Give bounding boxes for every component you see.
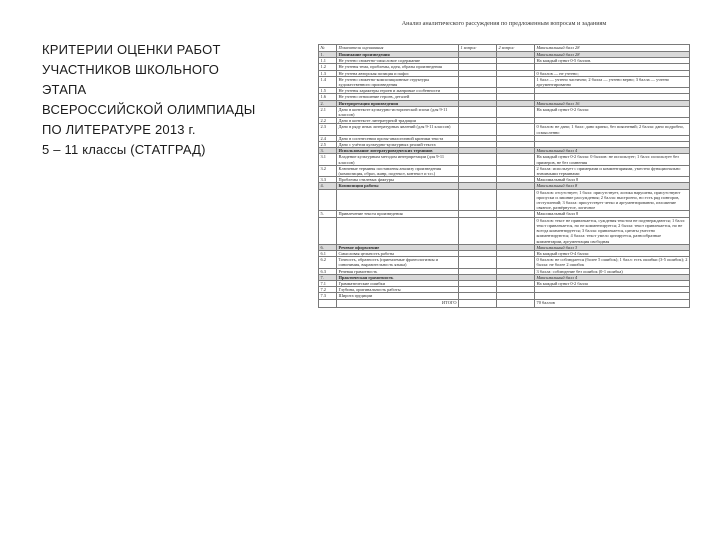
row-scoring: 0 баллов: не дано; 1 балл: дано кратко, без пояснений; 2 балла: дано подробно, осмысленно bbox=[535, 124, 690, 135]
row-scoring: На каждый пункт 0-4 балла: bbox=[535, 250, 690, 256]
row-scoring: Максимальный балл 3 bbox=[535, 244, 690, 250]
row-question-1 bbox=[459, 154, 497, 165]
row-scoring: Максимальный балл 4 bbox=[535, 148, 690, 154]
row-number: 7.2 bbox=[319, 287, 337, 293]
row-number: 1.5 bbox=[319, 88, 337, 94]
row-criterion: Речевое оформление bbox=[337, 244, 459, 250]
row-criterion: Грамматические ошибки bbox=[337, 280, 459, 286]
row-criterion: Композиция работы bbox=[337, 183, 459, 189]
slide-title-line: УЧАСТНИКОВ ШКОЛЬНОГО bbox=[42, 62, 220, 77]
row-number: 3. bbox=[319, 148, 337, 154]
row-number: 6.1 bbox=[319, 250, 337, 256]
row-scoring: 0 баллов: не соблюдается (более 5 ошибок); 1 балл: есть ошибки (3-5 ошибок); 2 балла: не более 2 ошибок bbox=[536, 257, 688, 268]
row-number: 6.2 bbox=[319, 257, 337, 268]
row-criterion bbox=[337, 189, 459, 211]
table-row bbox=[319, 217, 690, 244]
row-number: 2.3 bbox=[319, 124, 337, 135]
row-scoring: На каждый пункт 0-2 балла: bbox=[535, 106, 690, 117]
row-criterion: Ключевые термины поставлены анализу произведения (композиция, образ, жанр, подтекст, контекст и т.п.) bbox=[337, 165, 459, 176]
row-question-1 bbox=[459, 76, 497, 87]
row-criterion: Дано в ряду иных литературных явлений (для 9-11 классов) bbox=[337, 124, 459, 135]
row-question-1 bbox=[459, 106, 497, 117]
row-number: 1.3 bbox=[319, 70, 337, 76]
header-question-2: 2 вопрос bbox=[497, 45, 535, 52]
row-question-2 bbox=[497, 217, 535, 244]
row-number: 1.4 bbox=[319, 76, 337, 87]
document-caption: Анализ аналитического рассуждения по предложенным вопросам и заданиям bbox=[401, 20, 607, 27]
header-max-score: Максимальный балл 28 bbox=[535, 45, 690, 52]
slide-title-line: ЭТАПА bbox=[42, 82, 87, 97]
row-scoring: 0 баллов: текст не привлекается, суждения текстом не подтверждаются; 1 балл: текст привлекается, но не комментируется; 2 балла: текст привлекается, но не всегда комментируется; 3 балла: привлекается, цитаты уместно комментируются; 4 балла: текст умело цитируется, разнообразные комментарии, аргументация свободная bbox=[535, 217, 690, 244]
row-scoring: 1 балл — учтено частично; 2 балла — учтено верно; 3 балла — учтено аргументированно bbox=[535, 76, 690, 87]
row-question-1 bbox=[459, 189, 497, 211]
row-criterion: Проблемы стилевых фактуры bbox=[337, 177, 459, 183]
row-question-2 bbox=[497, 165, 535, 176]
table-row bbox=[319, 106, 690, 117]
row-criterion: Дано в контексте литературной традиции bbox=[337, 118, 459, 124]
row-question-1 bbox=[459, 217, 497, 244]
row-number: 7. bbox=[319, 274, 337, 280]
row-scoring: Максимальный балл 28 bbox=[535, 52, 690, 58]
row-scoring: На каждый пункт 0-2 балла bbox=[535, 280, 690, 286]
row-question-1 bbox=[459, 124, 497, 135]
row-criterion bbox=[337, 217, 459, 244]
row-scoring: 3 балла: соблюдение без ошибок (0-1 ошибка) bbox=[535, 268, 690, 274]
slide-title-line: 5 – 11 классы (СТАТГРАД) bbox=[42, 142, 206, 157]
row-criterion: Точность, образность (приемлемые фразеологизмы и синонимия, выразительность языка) bbox=[337, 257, 459, 268]
row-criterion: Практическая грамотность bbox=[337, 274, 459, 280]
row-number: 7.1 bbox=[319, 280, 337, 286]
row-number: 3.2 bbox=[319, 165, 337, 176]
row-criterion: Глубина, оригинальность работы bbox=[337, 287, 459, 293]
row-criterion: Не учтено сюжетно-композиционные структуры художественного произведения bbox=[337, 76, 459, 87]
header-criterion: Показатели оценивания bbox=[337, 45, 459, 52]
row-question-1 bbox=[459, 165, 497, 176]
row-number: 2.1 bbox=[319, 106, 337, 117]
row-scoring: 2 балла: использует с примерами и комментариями, уместно функционально значимыми терминами bbox=[535, 165, 690, 176]
row-scoring: Максимальный балл 4 bbox=[535, 274, 690, 280]
row-criterion: Не учтены характеры героев и жанровые особенности bbox=[337, 88, 459, 94]
slide-title-line: КРИТЕРИИ ОЦЕНКИ РАБОТ bbox=[42, 42, 221, 57]
row-criterion: Привлечение текста произведения bbox=[337, 211, 459, 217]
row-question-2 bbox=[497, 106, 535, 117]
row-question-2 bbox=[497, 124, 535, 135]
row-criterion: Владение культурным методом интерпретации (для 9-11 классов) bbox=[337, 154, 459, 165]
criteria-table bbox=[318, 44, 690, 308]
row-criterion: Дано с учётом культурно-культурных реалий текста bbox=[337, 142, 459, 148]
slide-title-line: ПО ЛИТЕРАТУРЕ 2013 г. bbox=[42, 122, 196, 137]
row-number bbox=[319, 217, 337, 244]
row-number: 3.3 bbox=[319, 177, 337, 183]
header-number: № bbox=[319, 45, 337, 52]
row-number: 3.1 bbox=[319, 154, 337, 165]
table-header-row bbox=[319, 45, 690, 52]
row-criterion: Смысловая цельность работы bbox=[337, 250, 459, 256]
row-number: 2.5 bbox=[319, 142, 337, 148]
row-number: 6. bbox=[319, 244, 337, 250]
row-number: 6.3 bbox=[319, 268, 337, 274]
slide-title bbox=[42, 40, 272, 160]
row-criterion: Не учтена авторская позиция и пафос bbox=[337, 70, 459, 76]
row-number: 1.1 bbox=[319, 58, 337, 64]
row-criterion: Использование литературоведческих терминов bbox=[337, 148, 459, 154]
row-number: 1.6 bbox=[319, 94, 337, 100]
row-number: 2.2 bbox=[319, 118, 337, 124]
row-criterion: Дано в контексте культурно-исторической эпохи (для 9-11 классов) bbox=[337, 106, 459, 117]
row-criterion: Не учтено сюжетно-смысловое содержание bbox=[337, 58, 459, 64]
row-question-2 bbox=[497, 257, 535, 268]
row-criterion: Речевая грамотность bbox=[337, 268, 459, 274]
row-number: 2.4 bbox=[319, 135, 337, 141]
table-row bbox=[319, 76, 690, 87]
table-row bbox=[319, 124, 690, 135]
row-question-2 bbox=[497, 76, 535, 87]
row-criterion: Не учтено отношение героев, деталей bbox=[337, 94, 459, 100]
total-value: 70 баллов bbox=[535, 299, 690, 307]
row-scoring: На каждый пункт 0-2 балла: 0 баллов: не использует; 1 балл: использует без примеров, не без сомнения bbox=[535, 154, 690, 165]
row-criterion: Понимание произведения bbox=[337, 52, 459, 58]
total-row bbox=[319, 299, 690, 307]
row-number: 4. bbox=[319, 183, 337, 189]
row-criterion: Дано в соотнесении прозы-аналогичной критики текста bbox=[337, 135, 459, 141]
row-scoring: Максимальный балл 8 bbox=[535, 177, 690, 183]
row-scoring: Максимальный балл 8 bbox=[535, 211, 690, 217]
row-scoring: Максимальный балл 8 bbox=[535, 183, 690, 189]
row-scoring: Максимальный балл 16 bbox=[535, 100, 690, 106]
row-criterion: Интерпретация произведения bbox=[337, 100, 459, 106]
header-question-1: 1 вопрос bbox=[459, 45, 497, 52]
row-question-2 bbox=[497, 154, 535, 165]
row-scoring: На каждый пункт 0-5 баллов. bbox=[535, 58, 690, 64]
table-row bbox=[319, 189, 690, 211]
table-row bbox=[319, 165, 690, 176]
row-criterion: Широта эрудиции bbox=[337, 293, 459, 299]
slide-title-line: ВСЕРОССИЙСКОЙ ОЛИМПИАДЫ bbox=[42, 102, 256, 117]
row-question-2 bbox=[497, 189, 535, 211]
row-number: 1.2 bbox=[319, 64, 337, 70]
table-row bbox=[319, 154, 690, 165]
scanned-document bbox=[318, 18, 690, 524]
row-scoring: 0 баллов: отсутствует; 1 балл: присутствует, логика нарушена, присутствуют пропуски и лишние рассуждения; 2 балла: выстроено, но есть ряд повторов, отступлений; 3 балла: присутствует четко и аргументированно, изложение связное, развёрнутое, логичное bbox=[535, 189, 690, 211]
row-scoring: 0 баллов — не учтено; bbox=[535, 70, 690, 76]
criteria-table-body bbox=[319, 52, 690, 300]
table-row bbox=[319, 257, 690, 268]
row-number bbox=[319, 189, 337, 211]
row-number: 5. bbox=[319, 211, 337, 217]
row-question-1 bbox=[459, 257, 497, 268]
row-number: 2. bbox=[319, 100, 337, 106]
total-label: ИТОГО bbox=[337, 299, 459, 307]
row-number: 7.3 bbox=[319, 293, 337, 299]
row-criterion: Не учтены тема, проблемы, идея, образы произведения bbox=[337, 64, 459, 70]
row-number: 1. bbox=[319, 52, 337, 58]
